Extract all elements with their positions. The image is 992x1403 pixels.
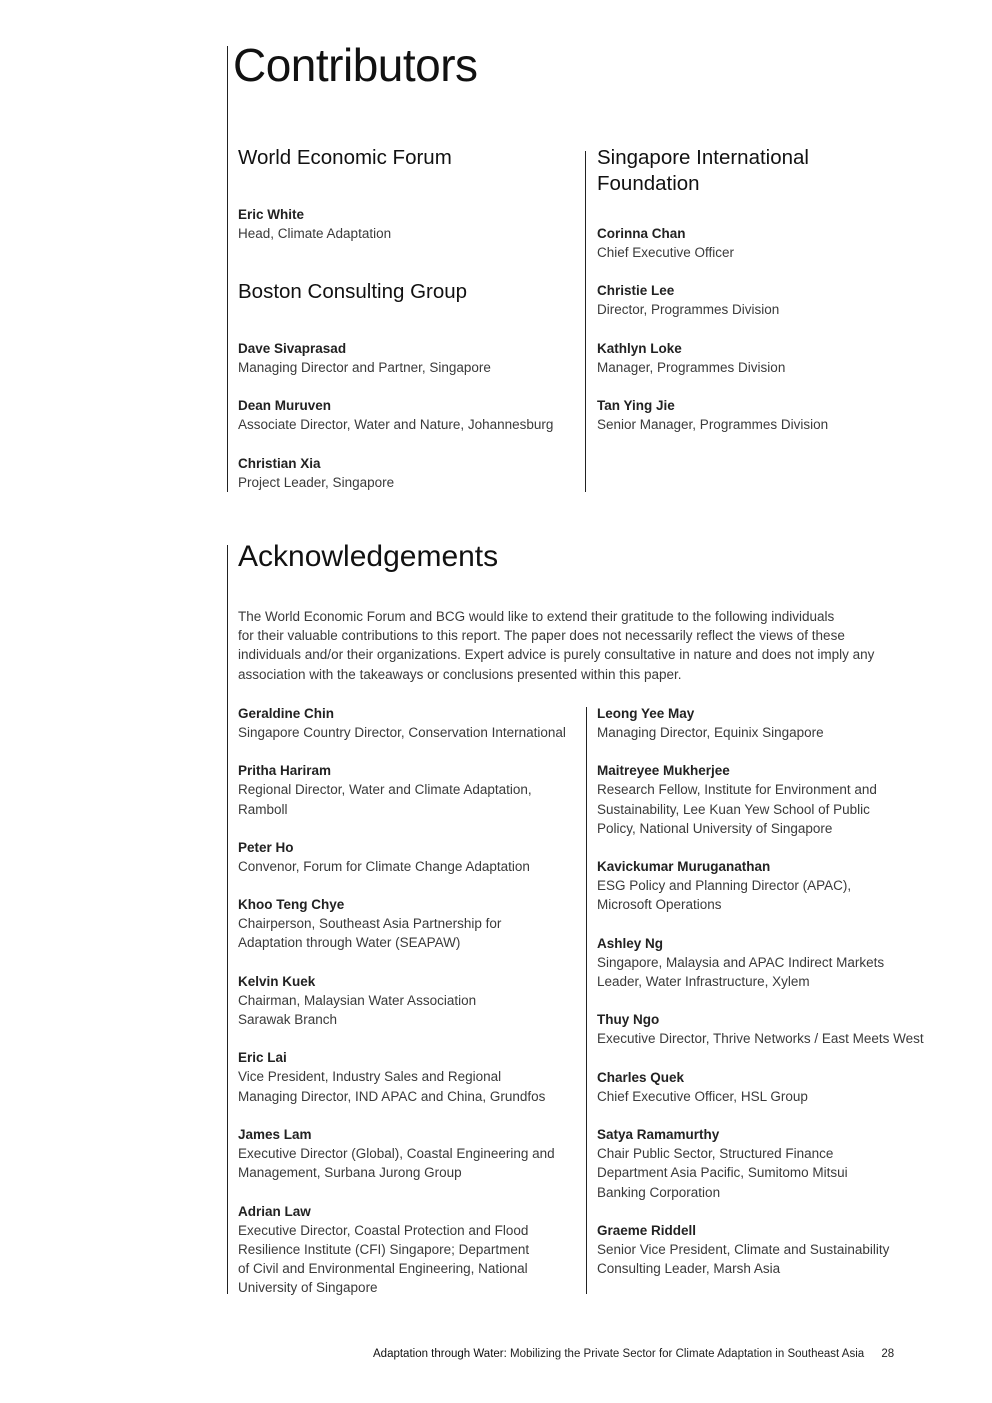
person-name: Ashley Ng [597,935,664,951]
person-role: Senior Vice President, Climate and Sustainability [597,1241,890,1257]
person-name: Tan Ying Jie [597,397,675,413]
person-role: Associate Director, Water and Nature, Johannesburg [238,417,554,433]
acknowledgements-left-rule [227,545,228,1294]
person-name: Geraldine Chin [238,706,335,721]
person-name: James Lam [238,1126,312,1142]
person-role: Head, Climate Adaptation [238,226,392,241]
person-name: Khoo Teng Chye [238,897,345,913]
acknowledgement-entry [597,704,942,742]
person-name: Eric Lai [238,1050,287,1066]
contributor-entry [597,281,828,319]
person-name: Kelvin Kuek [238,973,316,989]
person-role: Executive Director (Global), Coastal Engineering and [238,1145,555,1161]
intro-line: for their valuable contributions to this report. The paper does not necessarily reflect the views of these [238,628,845,644]
person-name: Kathlyn Loke [597,340,682,356]
person-name: Corinna Chan [597,226,686,241]
person-name: Christian Xia [238,455,321,471]
person-role: Chief Executive Officer, HSL Group [597,1088,808,1104]
page-number: 28 [881,1348,895,1360]
bcg-heading: Boston Consulting Group [238,280,468,303]
contributors-title: Contributors [233,39,478,91]
person-name: Pritha Hariram [238,763,332,779]
page-footer [373,1346,933,1362]
footer-subtitle: Mobilizing the Private Sector for Climate Adaptation in Southeast Asia [510,1348,865,1360]
person-role: Manager, Programmes Division [597,359,786,375]
acknowledgement-entry [597,934,942,992]
acknowledgement-entry [597,857,942,915]
person-name: Charles Quek [597,1069,685,1085]
person-role: Managing Director, IND APAC and China, Grundfos [238,1088,546,1104]
wef-people [238,205,391,243]
acknowledgement-entry [238,1125,583,1183]
acknowledgement-entry [597,761,942,838]
acknowledgements-column-divider [586,707,587,1294]
acknowledgement-entry [238,1048,583,1106]
person-role: Policy, National University of Singapore [597,820,833,836]
acknowledgements-left-column [238,704,583,1298]
person-role: Chief Executive Officer [597,245,735,260]
acknowledgement-entry [238,895,583,953]
person-role: Consulting Leader, Marsh Asia [597,1261,781,1277]
person-name: Maitreyee Mukherjee [597,763,730,779]
person-role: Leader, Water Infrastructure, Xylem [597,974,810,990]
person-role: Executive Director, Coastal Protection and Flood [238,1222,529,1238]
acknowledgement-entry [597,1125,942,1202]
person-name: Dave Sivaprasad [238,341,347,356]
person-role: of Civil and Environmental Engineering, National [238,1261,528,1277]
person-role: Management, Surbana Jurong Group [238,1165,462,1181]
acknowledgements-title: Acknowledgements [238,540,499,573]
person-name: Thuy Ngo [597,1012,660,1028]
intro-line: association with the takeaways or conclusions presented within this paper. [238,666,682,682]
acknowledgements-intro [238,607,928,684]
person-role: Convenor, Forum for Climate Change Adaptation [238,858,530,874]
person-role: Vice President, Industry Sales and Regional [238,1069,502,1085]
acknowledgement-entry [238,972,583,1030]
contributor-entry [597,224,828,262]
person-name: Graeme Riddell [597,1222,697,1238]
person-role: Microsoft Operations [597,897,722,913]
contributors-left-rule [227,46,228,492]
bcg-people [238,339,553,492]
person-role: Singapore Country Director, Conservation International [238,725,566,740]
acknowledgement-entry [238,704,583,742]
person-name: Leong Yee May [597,706,695,721]
person-role: Singapore, Malaysia and APAC Indirect Markets [597,954,885,970]
sif-heading [597,145,809,197]
person-role: Chairman, Malaysian Water Association [238,992,477,1008]
contributor-entry [238,396,553,434]
person-role: Chairperson, Southeast Asia Partnership for [238,916,502,932]
person-role: Senior Manager, Programmes Division [597,416,829,432]
person-role: Executive Director, Thrive Networks / East Meets West [597,1031,924,1047]
person-name: Adrian Law [238,1203,311,1219]
person-role: Research Fellow, Institute for Environment and [597,782,877,798]
acknowledgement-entry [597,1010,942,1048]
contributor-entry [597,396,828,434]
acknowledgement-entry [597,1068,942,1106]
person-role: University of Singapore [238,1280,378,1296]
person-name: Satya Ramamurthy [597,1126,720,1142]
contributor-entry [597,339,828,377]
person-name: Eric White [238,207,305,222]
person-role: Chair Public Sector, Structured Finance [597,1145,834,1161]
wef-heading: World Economic Forum [238,146,452,169]
person-name: Peter Ho [238,839,294,855]
person-role: Director, Programmes Division [597,302,780,318]
contributor-entry [238,339,553,377]
acknowledgement-entry [238,1202,583,1298]
acknowledgements-right-column [597,704,942,1278]
footer-report-title: Adaptation through Water: [373,1348,507,1360]
person-role: Ramboll [238,801,288,817]
sif-heading-line-1: Singapore International [597,146,809,169]
contributor-entry [238,454,553,492]
sif-heading-line-2: Foundation [597,172,700,195]
acknowledgement-entry [597,1221,942,1279]
acknowledgement-entry [238,761,583,819]
acknowledgement-entry [238,838,583,876]
person-role: Resilience Institute (CFI) Singapore; Department [238,1241,530,1257]
person-role: Sarawak Branch [238,1012,338,1028]
person-role: Managing Director and Partner, Singapore [238,360,491,375]
sif-people [597,224,828,434]
intro-line: individuals and/or their organizations. Expert advice is purely consultative in nature and does not imply any [238,647,875,663]
person-role: Sustainability, Lee Kuan Yew School of Public [597,801,870,817]
person-name: Dean Muruven [238,398,332,414]
contributors-column-divider [585,151,586,492]
contributor-entry [238,205,391,243]
person-role: Banking Corporation [597,1184,721,1200]
person-name: Kavickumar Muruganathan [597,859,771,875]
person-role: ESG Policy and Planning Director (APAC), [597,878,852,894]
person-role: Department Asia Pacific, Sumitomo Mitsui [597,1165,848,1181]
person-name: Christie Lee [597,283,675,299]
person-role: Regional Director, Water and Climate Adaptation, [238,782,532,798]
person-role: Project Leader, Singapore [238,474,395,490]
person-role: Managing Director, Equinix Singapore [597,725,824,740]
intro-line: The World Economic Forum and BCG would like to extend their gratitude to the following individuals [238,609,835,624]
person-role: Adaptation through Water (SEAPAW) [238,935,461,951]
